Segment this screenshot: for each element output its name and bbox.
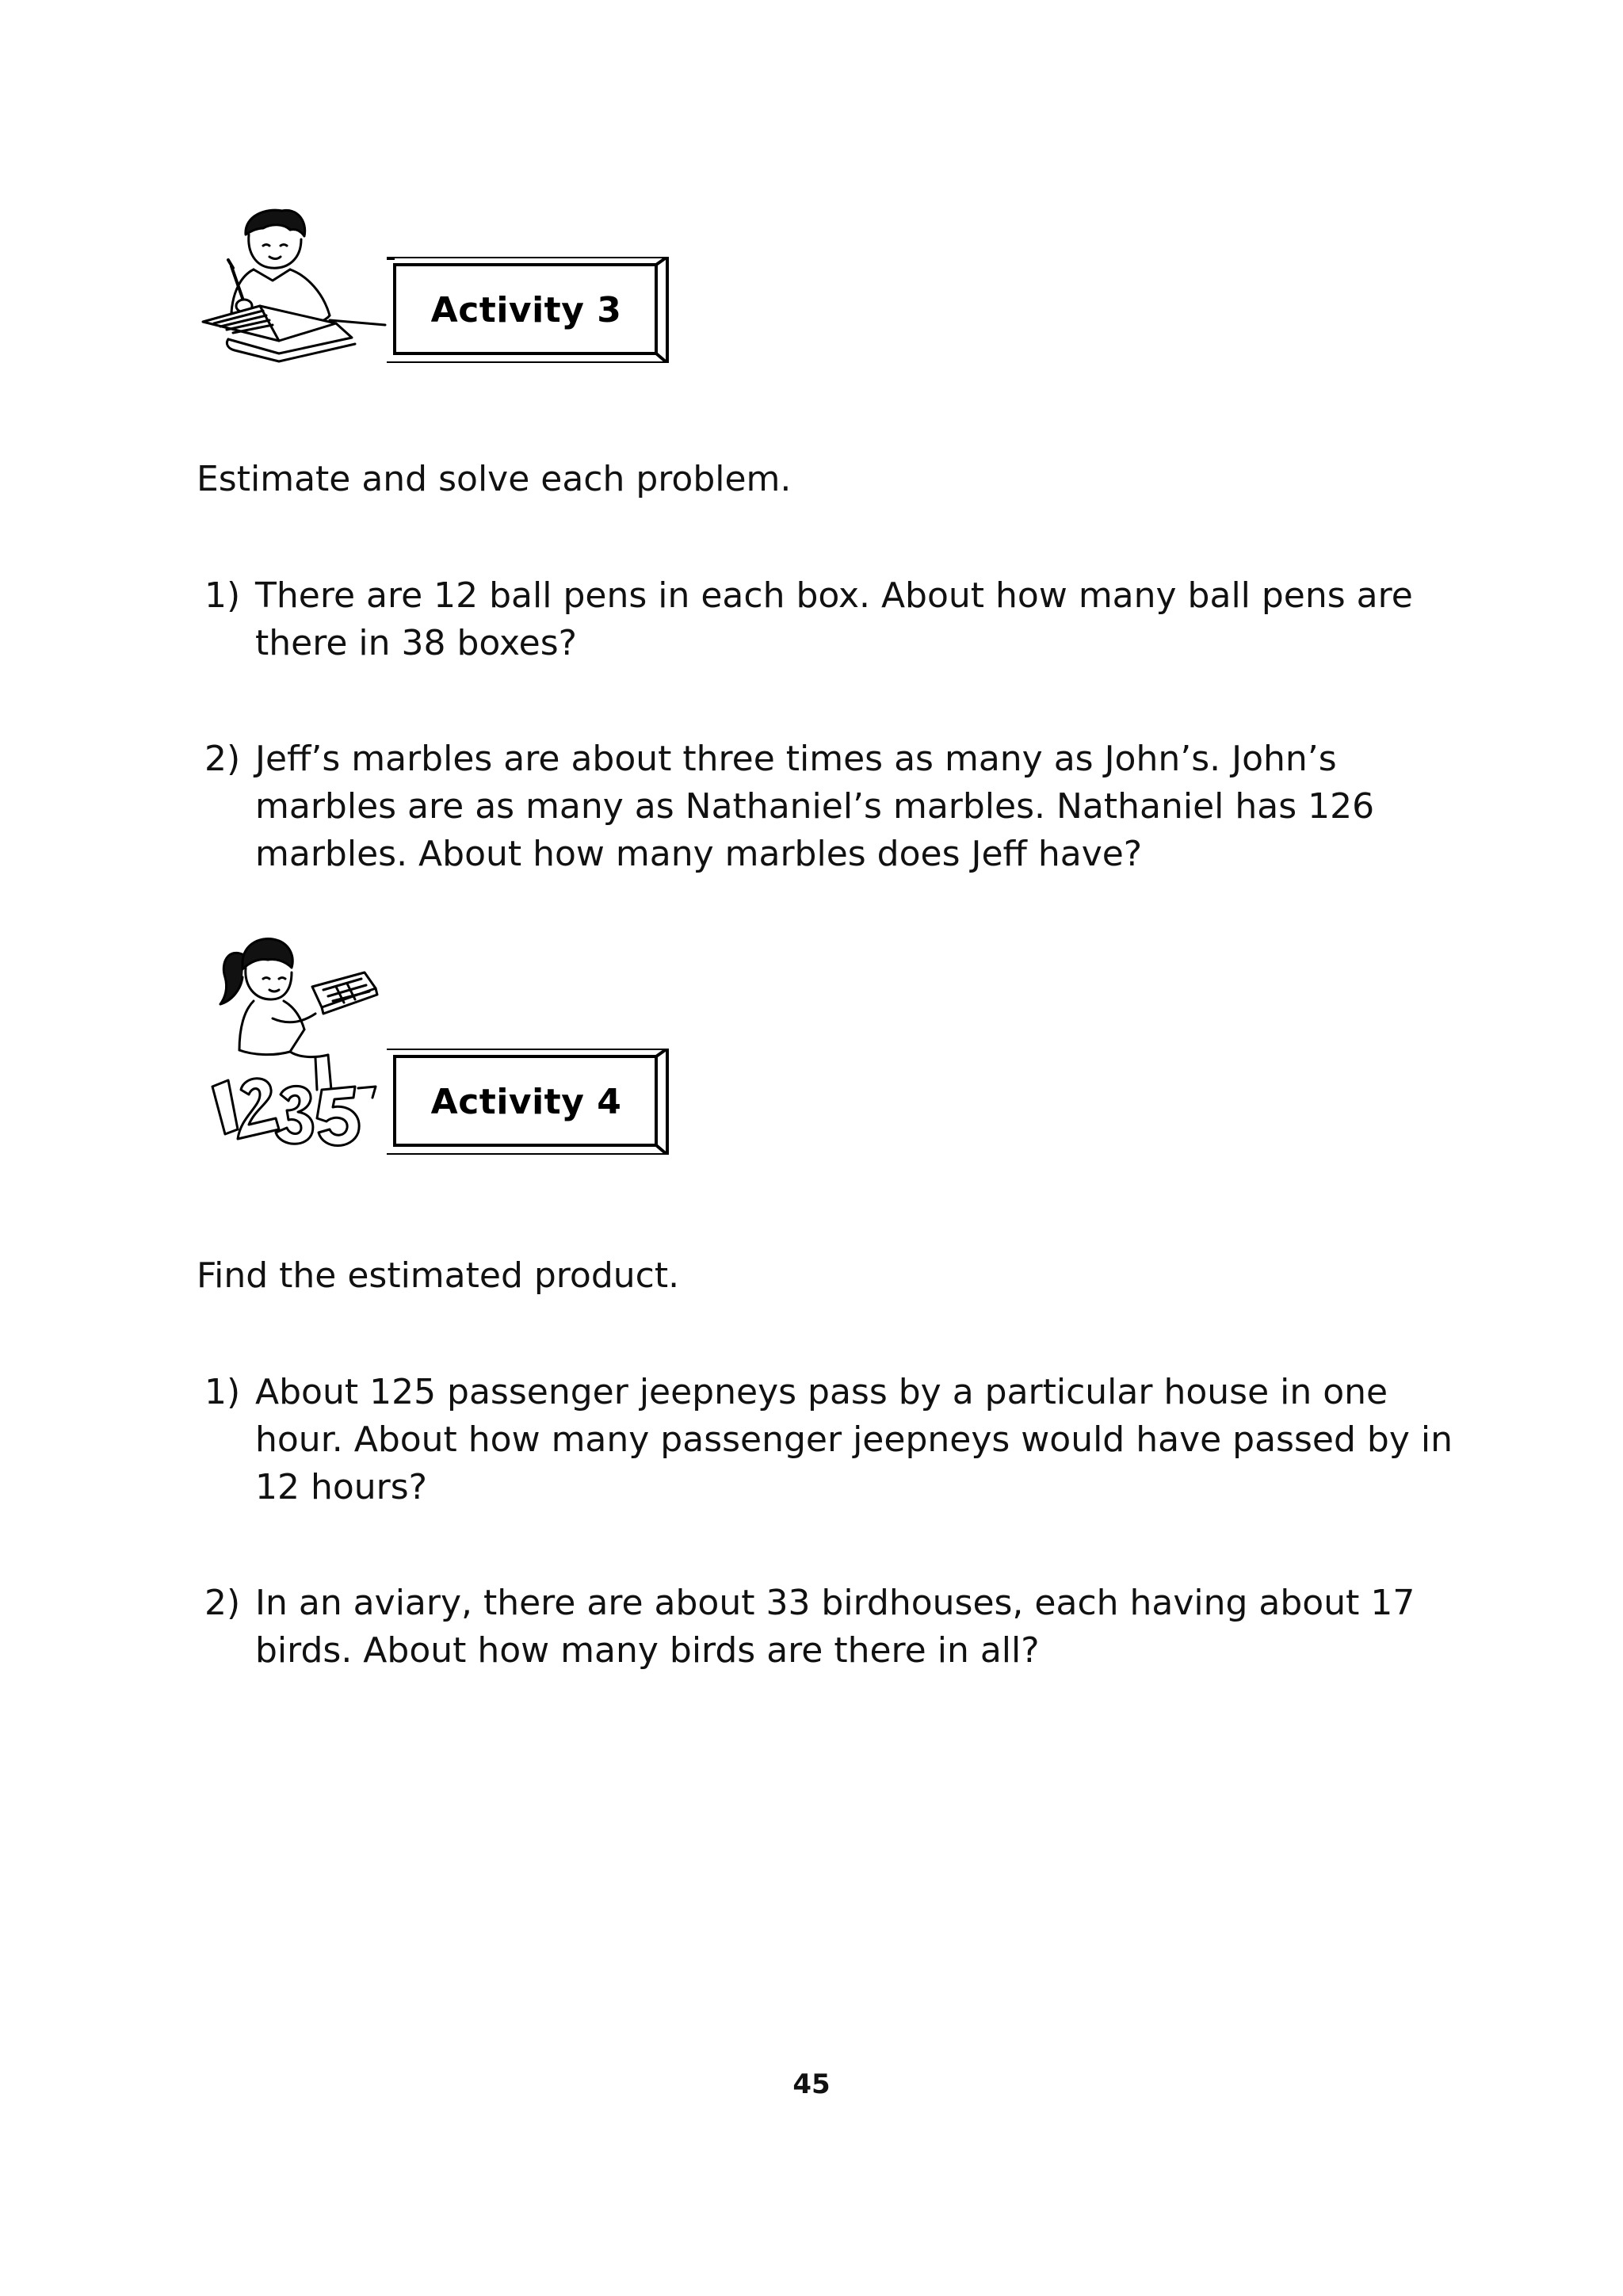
problem-text: Jeff’s marbles are about three times as many as John’s. John’s marbles are as many as Nathaniel’s marbles. Nathaniel has 126 marbles. About how many marbles does Jeff have? bbox=[255, 739, 1375, 874]
problem-text: In an aviary, there are about 33 birdhouses, each having about 17 birds. About how many birds are there in all? bbox=[255, 1583, 1415, 1671]
activity-4-title: Activity 4 bbox=[430, 1081, 622, 1122]
page-number: 45 bbox=[792, 2069, 831, 2100]
problem-text: About 125 passenger jeepneys pass by a particular house in one hour. About how many passenger jeepneys would have passed by in 12 hours? bbox=[255, 1372, 1453, 1507]
problem-number: 2) bbox=[204, 1583, 241, 1623]
activity-4-instruction: Find the estimated product. bbox=[197, 1255, 680, 1296]
girl-calculator-illustration bbox=[197, 931, 387, 1161]
activity-4-title-box bbox=[387, 1049, 672, 1155]
activity-4-problem-2 bbox=[204, 1580, 1457, 1675]
activity-4-header bbox=[197, 931, 672, 1058]
problem-number: 1) bbox=[204, 1372, 241, 1412]
problem-text: There are 12 ball pens in each box. About how many ball pens are there in 38 boxes? bbox=[255, 575, 1413, 663]
activity-3-instruction: Estimate and solve each problem. bbox=[197, 459, 792, 499]
activity-3-problem-2 bbox=[204, 735, 1457, 878]
problem-number: 1) bbox=[204, 575, 241, 616]
activity-3-problem-1 bbox=[204, 572, 1457, 667]
activity-3-title: Activity 3 bbox=[430, 289, 622, 330]
boy-writing-illustration bbox=[197, 204, 387, 363]
activity-4-problem-1 bbox=[204, 1369, 1457, 1511]
activity-3-title-box bbox=[387, 257, 672, 363]
problem-number: 2) bbox=[204, 739, 241, 779]
